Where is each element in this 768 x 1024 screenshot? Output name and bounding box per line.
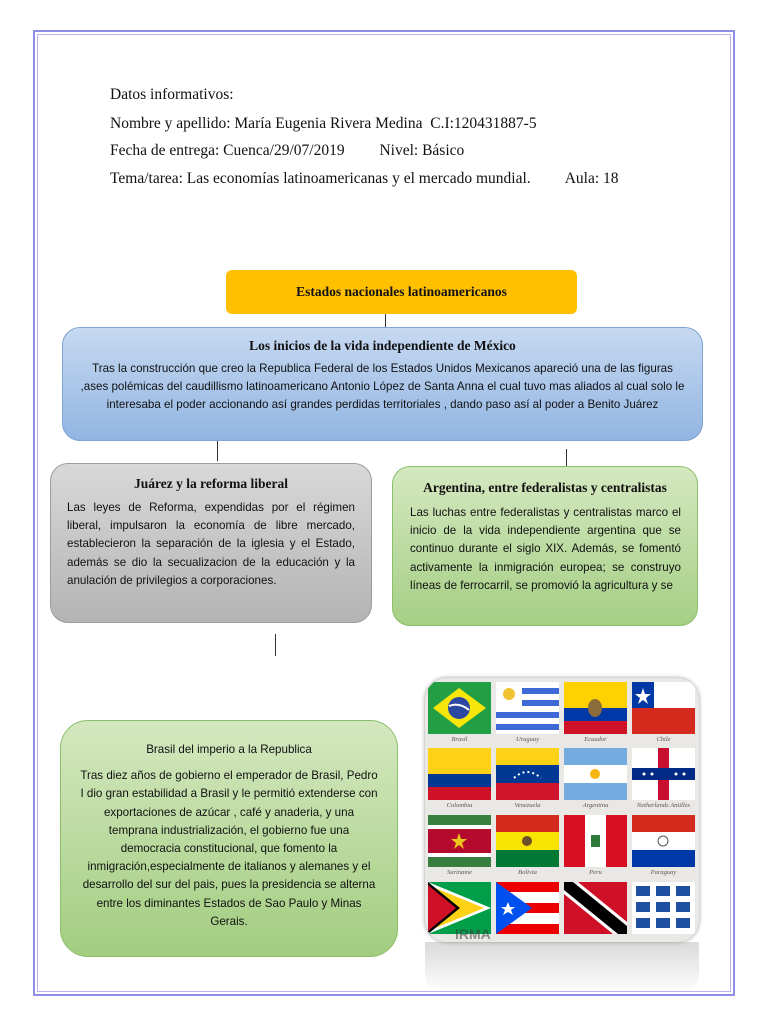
flag-argentina: [564, 748, 627, 800]
juarez-title: Juárez y la reforma liberal: [134, 476, 288, 491]
mexico-text: Tras la construcción que creo la Republica Federal de los Estados Unidos Mexicanos apareció una de las figuras ,ases polémicas del caudillismo latinoamericano Antonio López de Santa Anna el cual tuvo mas aliados al cual solo le interesaba el poder accionando así grandes perdidas territoriales , dando paso así al poder a Benito Juárez: [80, 362, 685, 412]
info-nombre: Nombre y apellido: María Eugenia Rivera Medina C.I:120431887-5: [110, 115, 537, 132]
caption-netherlands-antilles: Netherlands Antilles: [636, 802, 691, 809]
argentina-box: [392, 466, 698, 626]
caption-brasil: Brasil: [451, 736, 468, 743]
caption-chile: Chile: [656, 736, 671, 743]
map-title: Estados nacionales latinoamericanos: [296, 284, 507, 299]
info-tema: Tema/tarea: Las economías latinoamericanas y el mercado mundial. Aula: 18: [110, 170, 619, 187]
flag-venezuela: [496, 748, 559, 800]
flag-peru: [564, 815, 627, 867]
flag-brazil: [428, 682, 491, 734]
argentina-text: Las luchas entre federalistas y centralistas marco el inicio de la vida independiente argentina que se continuo durante el siglo XIX. Además, se fomentó activamente la inmigración europea; se construyo líneas de ferrocarril, se promovió la agricultura y se: [410, 506, 681, 592]
caption-paraguay: Paraguay: [650, 869, 677, 876]
caption-argentina: Argentina: [582, 802, 609, 809]
caption-peru: Peru: [589, 869, 602, 876]
mexico-box: [62, 327, 703, 441]
connector-line: [217, 441, 218, 461]
argentina-title: Argentina, entre federalistas y centralistas: [423, 480, 667, 495]
flag-chile: [632, 682, 695, 734]
flag-puerto-rico: [496, 882, 559, 934]
flag-paraguay: [632, 815, 695, 867]
caption-venezuela: Venezuela: [514, 802, 541, 809]
flags-watermark: IRMA: [455, 926, 491, 942]
caption-ecuador: Ecuador: [584, 736, 607, 743]
brasil-title: Brasil del imperio a la Republica: [146, 743, 312, 756]
map-title-box: [226, 270, 577, 314]
flag-trinidad-and-tobago: [564, 882, 627, 934]
flags-image: [425, 678, 699, 942]
juarez-text: Las leyes de Reforma, expendidas por el régimen liberal, impulsaron la economía de libre mercado, establecieron la separación de la iglesia y el Estado, además se dio la secualizacion de la educación y la anulación de privilegios a corporaciones.: [67, 501, 355, 587]
info-datos: Datos informativos:: [110, 86, 234, 103]
flag-bolivia: [496, 815, 559, 867]
flag-colombia: [428, 748, 491, 800]
connector-line: [385, 314, 386, 328]
brasil-box: [60, 720, 398, 957]
flags-reflection: [425, 942, 699, 994]
caption-uruguay: Uruguay: [515, 736, 540, 743]
caption-bolivia: Bolivia: [518, 869, 537, 876]
connector-line: [275, 634, 276, 656]
flag-suriname: [428, 815, 491, 867]
caption-colombia: Colombia: [446, 802, 473, 809]
info-fecha: Fecha de entrega: Cuenca/29/07/2019 Nivel: Básico: [110, 142, 465, 159]
flag-ecuador: [564, 682, 627, 734]
caption-suriname: Suriname: [447, 869, 472, 876]
flag-various: [632, 882, 695, 934]
flag-uruguay: [496, 682, 559, 734]
brasil-text: Tras diez años de gobierno el emperador de Brasil, Pedro I dio gran estabilidad a Brasil y le permitió extenderse con exportaciones de azúcar , café y anaderia, y una temprana industrialización, el gobierno fue una democracia constitucional, que fomento la inmigración,especialmente de italianos y alemanes y el desarrollo del sur del pais, pues la presidencia se alterna entre los diminantes Estados de Sao Paulo y Minas Gerais.: [80, 769, 378, 928]
mexico-title: Los inicios de la vida independiente de México: [249, 338, 516, 353]
flag-netherlands-antilles: [632, 748, 695, 800]
juarez-box: [50, 463, 372, 623]
